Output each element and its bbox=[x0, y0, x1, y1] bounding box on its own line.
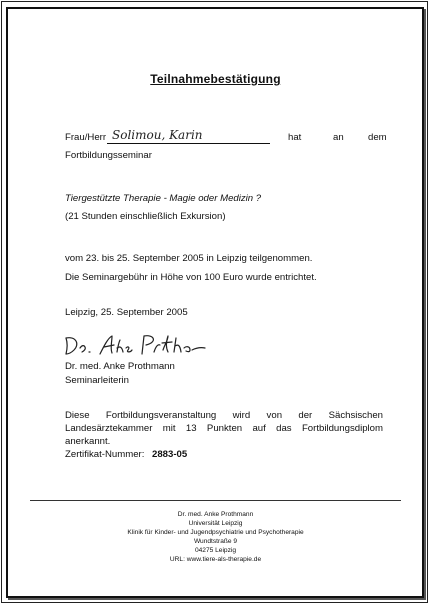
document-title: Teilnahmebestätigung bbox=[150, 72, 281, 86]
course-title: Tiergestützte Therapie - Magie oder Medizin ? bbox=[65, 193, 262, 204]
accreditation-line-1: Diese Fortbildungsveranstaltung wird von der Sächsischen bbox=[65, 410, 383, 421]
attendance-text: vom 23. bis 25. September 2005 in Leipzig teilgenommen. bbox=[65, 253, 313, 264]
hat-label: hat bbox=[288, 132, 302, 143]
footer-url: URL: www.tiere-als-therapie.de bbox=[169, 556, 262, 563]
an-label: an bbox=[333, 132, 344, 143]
accreditation-line-3: anerkannt. bbox=[65, 436, 111, 447]
dem-label: dem bbox=[368, 132, 387, 143]
footer-divider bbox=[30, 500, 401, 501]
seminar-label: Fortbildungsseminar bbox=[65, 150, 152, 161]
name-underline bbox=[107, 143, 270, 144]
footer-name: Dr. med. Anke Prothmann bbox=[177, 511, 254, 518]
participant-name: Solimou, Karin bbox=[112, 128, 203, 142]
salutation-label: Frau/Herr bbox=[65, 132, 107, 143]
footer-city: 04275 Leipzig bbox=[194, 547, 237, 554]
course-hours: (21 Stunden einschließlich Exkursion) bbox=[65, 211, 226, 222]
certificate-number: 2883-05 bbox=[152, 449, 188, 460]
place-date: Leipzig, 25. September 2005 bbox=[65, 307, 188, 318]
footer-university: Universität Leipzig bbox=[188, 520, 243, 527]
certificate-number-label: Zertifikat-Nummer: bbox=[65, 449, 145, 460]
signer-name: Dr. med. Anke Prothmann bbox=[65, 361, 175, 372]
fee-text: Die Seminargebühr in Höhe von 100 Euro wurde entrichtet. bbox=[65, 272, 317, 283]
signer-role: Seminarleiterin bbox=[65, 375, 129, 386]
accreditation-line-2: Landesärztekammer mit 13 Punkten auf das Fortbildungsdiplom bbox=[65, 423, 383, 434]
footer-street: Wundtstraße 9 bbox=[193, 538, 238, 545]
handwritten-signature bbox=[62, 330, 212, 358]
footer-clinic: Klinik für Kinder- und Jugendpsychiatrie und Psychotherapie bbox=[127, 529, 304, 536]
